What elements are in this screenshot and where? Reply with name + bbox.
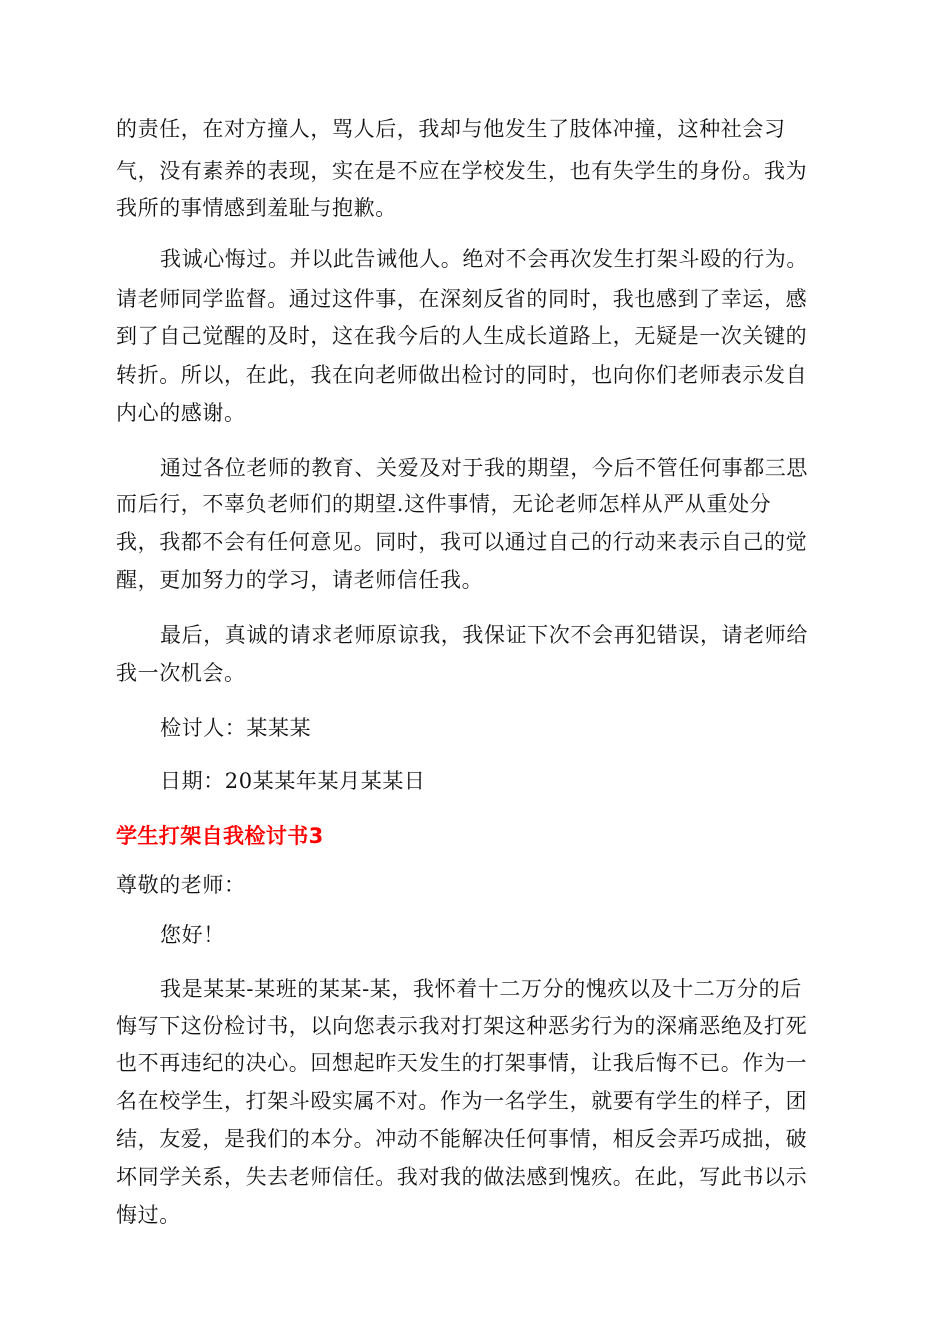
paragraph-4-line: 最后，真诚的请求老师原谅我，我保证下次不会再犯错误，请老师给 <box>160 623 808 647</box>
paragraph-3-line: 通过各位老师的教育、关爱及对于我的期望，今后不管任何事都三思 <box>160 456 808 480</box>
signature-author: 检讨人：某某某 <box>160 716 312 740</box>
paragraph-2-line: 内心的感谢。 <box>116 401 246 425</box>
paragraph-2-line: 我诚心悔过。并以此告诫他人。绝对不会再次发生打架斗殴的行为。 <box>160 247 808 271</box>
section-heading: 学生打架自我检讨书3 <box>116 824 324 848</box>
paragraph-3-line: 醒，更加努力的学习，请老师信任我。 <box>116 568 484 592</box>
paragraph-1-line: 的责任，在对方撞人，骂人后，我却与他发生了肢体冲撞，这种社会习 <box>116 117 786 141</box>
paragraph-3-line: 我，我都不会有任何意见。同时，我可以通过自己的行动来表示自己的觉 <box>116 530 808 554</box>
paragraph-4-line: 我一次机会。 <box>116 661 246 685</box>
section-3-body-line: 我是某某-某班的某某-某，我怀着十二万分的愧疚以及十二万分的后 <box>160 977 802 1001</box>
paragraph-2-line: 转折。所以，在此，我在向老师做出检讨的同时，也向你们老师表示发自 <box>116 363 808 387</box>
salutation: 尊敬的老师： <box>116 873 246 897</box>
section-3-body-line: 坏同学关系，失去老师信任。我对我的做法感到愧疚。在此，写此书以示 <box>116 1165 808 1189</box>
paragraph-1-line: 气，没有素养的表现，实在是不应在学校发生，也有失学生的身份。我为 <box>116 159 808 183</box>
signature-date: 日期：20某某年某月某某日 <box>160 769 426 793</box>
paragraph-2-line: 请老师同学监督。通过这件事，在深刻反省的同时，我也感到了幸运，感 <box>116 287 808 311</box>
section-3-body-line: 名在校学生，打架斗殴实属不对。作为一名学生，就要有学生的样子，团 <box>116 1089 808 1113</box>
greeting: 您好！ <box>160 923 225 947</box>
section-3-body-line: 悔过。 <box>116 1203 181 1227</box>
paragraph-3-line: 而后行，不辜负老师们的期望.这件事情，无论老师怎样从严从重处分 <box>116 492 772 516</box>
paragraph-1-line: 我所的事情感到羞耻与抱歉。 <box>116 196 397 220</box>
paragraph-2-line: 到了自己觉醒的及时，这在我今后的人生成长道路上，无疑是一次关键的 <box>116 324 808 348</box>
section-3-body-line: 结，友爱，是我们的本分。冲动不能解决任何事情，相反会弄巧成拙，破 <box>116 1127 808 1151</box>
section-3-body-line: 悔写下这份检讨书，以向您表示我对打架这种恶劣行为的深痛恶绝及打死 <box>116 1014 808 1038</box>
section-3-body-line: 也不再违纪的决心。回想起昨天发生的打架事情，让我后悔不已。作为一 <box>116 1051 808 1075</box>
